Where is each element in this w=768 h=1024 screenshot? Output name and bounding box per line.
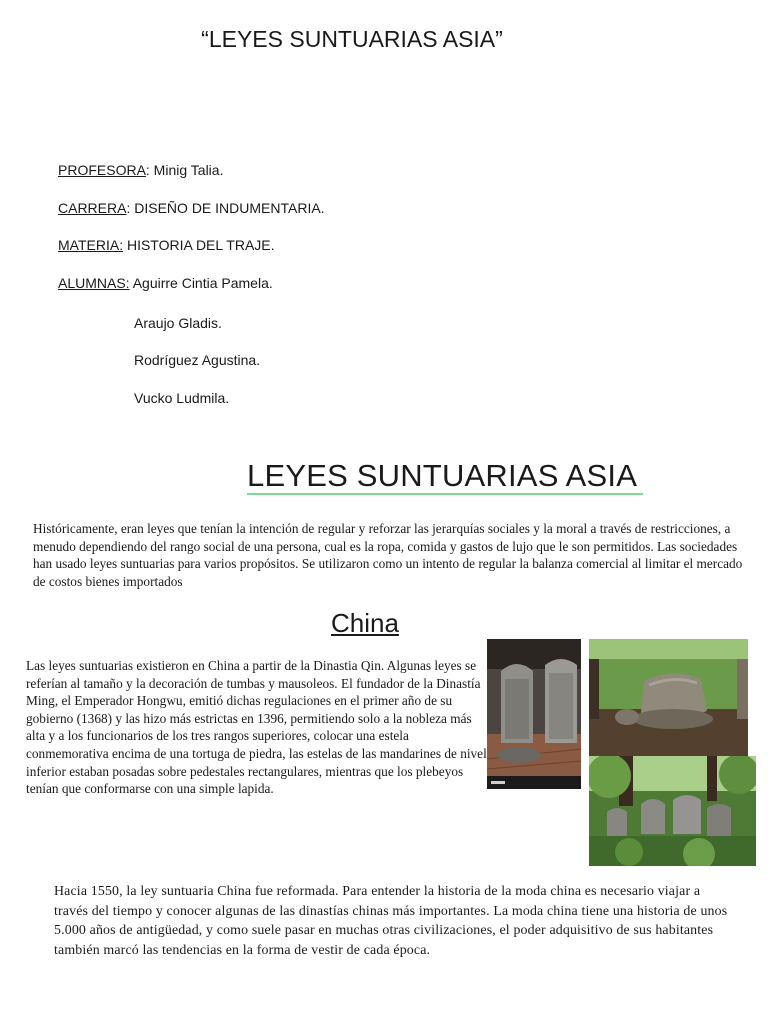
meta-sep: : xyxy=(126,200,131,216)
meta-profesora xyxy=(58,162,223,178)
intro-paragraph: Históricamente, eran leyes que tenían la intención de regular y reforzar las jerarquías sociales y la moral a través de restricciones, a menudo dependiendo del rango social de una persona, cual es la ropa, comida y gastos de lujo que le son permitidos. Las sociedades han usado leyes suntuarias para varios propósitos. Se utilizaron como un intento de regular la balanza comercial al limitar el mercado de costos bienes importados xyxy=(33,521,743,589)
meta-label: PROFESORA xyxy=(58,162,146,178)
stone-turtle-photo xyxy=(589,639,748,756)
meta-value: Aguirre Cintia Pamela. xyxy=(129,275,273,291)
meta-label: CARRERA xyxy=(58,200,127,216)
tombstones-photo xyxy=(589,756,756,866)
steles-photo xyxy=(487,639,581,789)
meta-carrera xyxy=(58,200,325,216)
china-paragraph: Las leyes suntuarias existieron en China a partir de la Dinastia Qin. Algunas leyes se referían al tamaño y la decoración de tumbas y mausoleos. El fundador de la Dinastía Ming, el Emperador Hongwu, emitió dichas regulaciones en el primer año de su gobierno (1368) y las hizo más estrictas en 1396, permitiendo solo a la nobleza más alta y a los funcionarios de los tres rangos superiores, colocar una estela conmemorativa encima de una tortuga de piedra, las estelas de las mandarines de nivel inferior estaban posadas sobre pedestales rectangulares, mientras que los plebeyos tenían que conformarse con una simple lapida. xyxy=(26,658,487,797)
stone-turtle-illustration xyxy=(589,639,748,756)
document-title: “LEYES SUNTUARIAS ASIA” xyxy=(201,26,503,52)
section-title-underline xyxy=(247,493,643,495)
closing-paragraph: Hacia 1550, la ley suntuaria China fue reformada. Para entender la historia de la moda china es necesario viajar a través del tiempo y conocer algunas de las dinastías chinas más importantes. La moda china tiene una historia de unos 5.000 años de antigüedad, y como suele pasar en muchas otras civilizaciones, el poder adquisitivo de sus habitantes también marcó las tendencias en la forma de vestir de cada época. xyxy=(54,884,728,958)
steles-illustration xyxy=(487,639,581,789)
meta-materia xyxy=(58,237,275,253)
meta-alumnas xyxy=(58,275,273,291)
section-title: LEYES SUNTUARIAS ASIA xyxy=(247,458,638,493)
meta-sep: : xyxy=(145,162,150,178)
tombstones-illustration xyxy=(589,756,756,866)
meta-label: MATERIA: xyxy=(58,237,124,253)
student-name: Vucko Ludmila. xyxy=(134,390,230,406)
student-name: Araujo Gladis. xyxy=(134,315,222,331)
student-name: Rodríguez Agustina. xyxy=(134,352,261,368)
meta-value: DISEÑO DE INDUMENTARIA. xyxy=(130,200,325,216)
meta-label: ALUMNAS: xyxy=(58,275,130,291)
meta-value: Minig Talia. xyxy=(149,162,224,178)
china-heading: China xyxy=(331,608,399,638)
meta-value: HISTORIA DEL TRAJE. xyxy=(123,237,275,253)
